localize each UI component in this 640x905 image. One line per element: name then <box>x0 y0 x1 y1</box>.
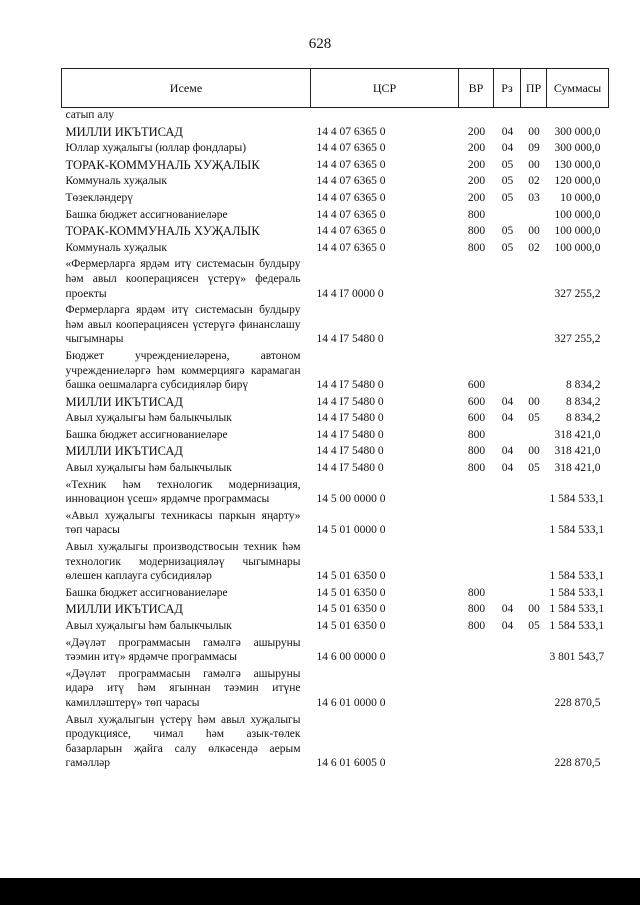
row-csr-cell: 14 5 01 6350 0 <box>316 620 386 632</box>
row-sum-cell: 8 834,2 <box>566 379 601 392</box>
row-sum-cell: 1 584 533,1 <box>549 524 605 537</box>
row-csr-cell: 14 4 07 6365 0 <box>316 142 386 155</box>
row-name-cell: «Дәүләт программасын гамәлгә ашыруны тәэмин итү» ярдәмче программасы <box>65 636 301 664</box>
row-pr-cell <box>521 477 547 508</box>
row-rz-cell <box>494 539 521 585</box>
row-vr-cell <box>459 477 494 508</box>
row-name-cell: Коммуналь хуҗалык <box>65 241 167 254</box>
column-header-pr: ПР <box>521 69 547 108</box>
row-vr-cell: 800 <box>467 620 486 632</box>
row-name-cell: «Техник һәм технологик модернизация, инновацион үсеш» ярдәмче программасы <box>65 478 301 506</box>
row-name-cell: Башка бюджет ассигнованиеләре <box>65 208 228 221</box>
table-row <box>62 585 609 602</box>
row-rz-cell: 04 <box>501 412 514 425</box>
row-vr-cell: 800 <box>467 603 486 616</box>
table-row <box>62 223 609 240</box>
column-header-name: Исеме <box>62 69 311 108</box>
table-row <box>62 207 609 224</box>
row-sum-cell: 8 834,2 <box>566 412 601 425</box>
row-vr-cell <box>459 508 494 539</box>
row-name-cell: ТОРАК-КОММУНАЛЬ ХУҖАЛЫК <box>65 224 260 239</box>
table-row <box>62 108 609 124</box>
row-pr-cell: 00 <box>528 603 540 616</box>
table-row <box>62 302 609 348</box>
row-vr-cell <box>459 302 494 348</box>
scan-edge-bar <box>0 878 640 905</box>
row-rz-cell: 04 <box>501 445 514 458</box>
table-row <box>62 666 609 712</box>
row-rz-cell <box>494 302 521 348</box>
row-sum-cell: 300 000,0 <box>554 142 601 155</box>
row-vr-cell: 800 <box>467 462 486 475</box>
row-name-cell: Бюджет учреждениеләренә, автоном учреждениеләргә һәм коммерциягә карамаган башка оешмаларга субсидияләр бирү <box>65 349 301 392</box>
row-vr-cell: 800 <box>467 225 486 238</box>
row-vr-cell: 800 <box>467 208 486 221</box>
row-csr-cell: 14 4 07 6365 0 <box>316 225 386 238</box>
row-vr-cell <box>459 256 494 302</box>
row-name-cell: Авыл хуҗалыгы һәм балыкчылык <box>65 462 232 475</box>
row-sum-cell: 318 421,0 <box>554 445 601 458</box>
table-row <box>62 394 609 411</box>
row-sum-cell: 327 255,2 <box>554 333 601 346</box>
row-pr-cell <box>521 302 547 348</box>
row-sum-cell: 8 834,2 <box>566 395 601 408</box>
row-rz-cell <box>494 585 521 602</box>
row-pr-cell: 00 <box>528 225 540 238</box>
row-vr-cell <box>459 712 494 772</box>
row-vr-cell <box>459 635 494 666</box>
row-pr-cell <box>521 348 547 394</box>
row-rz-cell <box>494 207 521 224</box>
table-row <box>62 173 609 190</box>
table-body <box>62 108 609 772</box>
row-vr-cell <box>459 539 494 585</box>
table-row <box>62 508 609 539</box>
row-sum-cell <box>547 108 609 124</box>
row-vr-cell: 200 <box>467 158 486 171</box>
row-vr-cell: 200 <box>467 191 486 204</box>
table-row <box>62 618 609 635</box>
row-name-cell: «Авыл хуҗалыгы техникасы паркын яңарту» төп чарасы <box>65 509 301 537</box>
row-name-cell: Авыл хуҗалыгы производствосын техник һәм технологик модернизацияләү чыгымнары өлешен каплауга субсидияләр <box>65 541 301 583</box>
row-sum-cell: 228 870,5 <box>554 696 601 709</box>
row-pr-cell <box>521 712 547 772</box>
row-pr-cell: 05 <box>528 412 540 425</box>
row-rz-cell <box>494 666 521 712</box>
table-row <box>62 124 609 141</box>
row-name-cell: Авыл хуҗалыгын үстерү һәм авыл хуҗалыгы продукциясе, чимал һәм азык-төлек базарларын җайга салу өлкәсендә аерым гамәлләр <box>65 713 301 770</box>
row-rz-cell <box>494 108 521 124</box>
row-csr-cell: 14 4 I7 5480 0 <box>316 462 384 475</box>
row-csr-cell: 14 5 01 6350 0 <box>316 570 386 583</box>
row-rz-cell: 04 <box>501 125 514 138</box>
row-csr-cell: 14 5 01 6350 0 <box>316 603 386 616</box>
row-pr-cell: 00 <box>528 125 540 138</box>
row-rz-cell: 04 <box>501 462 514 475</box>
row-rz-cell <box>494 348 521 394</box>
column-header-sum: Суммасы <box>547 69 609 108</box>
row-pr-cell: 09 <box>528 142 540 155</box>
table-row <box>62 157 609 174</box>
row-sum-cell: 1 584 533,1 <box>549 586 605 599</box>
row-name-cell: Башка бюджет ассигнованиеләре <box>65 428 228 441</box>
row-csr-cell: 14 4 07 6365 0 <box>316 208 386 221</box>
row-pr-cell: 03 <box>528 191 540 204</box>
row-name-cell: Башка бюджет ассигнованиеләре <box>65 586 228 599</box>
row-name-cell: Авыл хуҗалыгы һәм балыкчылык <box>65 620 232 632</box>
row-sum-cell: 10 000,0 <box>560 191 601 204</box>
table-row <box>62 460 609 477</box>
row-vr-cell: 600 <box>467 395 486 408</box>
page-number: 628 <box>308 36 332 52</box>
table-row <box>62 635 609 666</box>
row-name-cell: «Фермерларга ярдәм итү системасын булдыру һәм авыл кооперациясен үстерү» федераль проекты <box>65 258 301 300</box>
row-pr-cell: 02 <box>528 241 540 254</box>
row-vr-cell: 600 <box>467 379 486 392</box>
row-pr-cell: 00 <box>528 158 540 171</box>
row-sum-cell: 100 000,0 <box>554 208 601 221</box>
table-header <box>62 69 609 108</box>
row-pr-cell <box>521 508 547 539</box>
row-sum-cell: 120 000,0 <box>554 175 601 188</box>
row-name-cell: МИЛЛИ ИКЪТИСАД <box>65 602 183 617</box>
row-name-cell: Авыл хуҗалыгы һәм балыкчылык <box>65 412 232 425</box>
row-sum-cell: 130 000,0 <box>554 158 601 171</box>
row-pr-cell <box>521 666 547 712</box>
row-csr-cell: 14 4 I7 5480 0 <box>316 395 384 408</box>
row-csr-cell: 14 5 01 0000 0 <box>316 524 386 537</box>
row-vr-cell: 200 <box>467 142 486 155</box>
row-pr-cell: 05 <box>528 620 540 632</box>
row-rz-cell: 05 <box>501 225 514 238</box>
row-vr-cell: 800 <box>467 586 486 599</box>
table-row <box>62 240 609 257</box>
row-sum-cell: 1 584 533,1 <box>549 603 605 616</box>
row-csr-cell: 14 4 I7 5480 0 <box>316 412 384 425</box>
row-name-cell: МИЛЛИ ИКЪТИСАД <box>65 444 183 459</box>
row-csr-cell <box>311 108 459 124</box>
row-name-cell: МИЛЛИ ИКЪТИСАД <box>65 394 183 409</box>
row-csr-cell: 14 6 00 0000 0 <box>316 651 386 664</box>
row-csr-cell: 14 5 00 0000 0 <box>316 493 386 506</box>
row-name-cell: «Дәүләт программасын гамәлгә ашыруны идарә итү һәм ягыннан тәэмин итүне камилләштерү» төп чарасы <box>65 667 301 709</box>
row-csr-cell: 14 4 I7 5480 0 <box>316 445 384 458</box>
row-sum-cell: 100 000,0 <box>554 241 601 254</box>
row-pr-cell <box>521 585 547 602</box>
row-sum-cell: 1 584 533,1 <box>549 493 605 506</box>
table-row <box>62 477 609 508</box>
table-row <box>62 410 609 427</box>
table-row <box>62 539 609 585</box>
row-rz-cell: 04 <box>501 395 514 408</box>
row-pr-cell <box>521 256 547 302</box>
row-vr-cell: 200 <box>467 175 486 188</box>
row-sum-cell: 1 584 533,1 <box>549 570 605 583</box>
row-rz-cell <box>494 635 521 666</box>
row-vr-cell: 800 <box>467 445 486 458</box>
row-sum-cell: 318 421,0 <box>554 462 601 475</box>
table-row <box>62 140 609 157</box>
column-header-vr: ВР <box>459 69 494 108</box>
table-row <box>62 190 609 207</box>
budget-table <box>61 68 609 772</box>
row-pr-cell <box>521 427 547 444</box>
row-sum-cell: 318 421,0 <box>554 428 601 441</box>
row-vr-cell <box>459 108 494 124</box>
row-name-cell: МИЛЛИ ИКЪТИСАД <box>65 124 183 139</box>
column-header-csr: ЦСР <box>311 69 459 108</box>
row-pr-cell <box>521 539 547 585</box>
row-sum-cell: 300 000,0 <box>554 125 601 138</box>
row-csr-cell: 14 4 I7 5480 0 <box>316 333 384 346</box>
row-rz-cell <box>494 477 521 508</box>
row-rz-cell: 04 <box>501 603 514 616</box>
row-vr-cell: 200 <box>467 125 486 138</box>
row-sum-cell: 228 870,5 <box>554 757 601 770</box>
row-rz-cell <box>494 712 521 772</box>
column-header-rz: Рз <box>494 69 521 108</box>
row-rz-cell <box>494 427 521 444</box>
row-rz-cell: 05 <box>501 175 514 188</box>
row-csr-cell: 14 5 01 6350 0 <box>316 586 386 599</box>
row-rz-cell: 05 <box>501 158 514 171</box>
table-row <box>62 712 609 772</box>
row-csr-cell: 14 4 I7 5480 0 <box>316 428 384 441</box>
row-csr-cell: 14 4 I7 0000 0 <box>316 287 384 300</box>
row-name-cell: Коммуналь хуҗалык <box>65 175 167 188</box>
row-name-cell: Фермерларга ярдәм итү системасын булдыру һәм авыл кооперациясен үстерүгә финанслашу чыгымнары <box>65 304 301 346</box>
row-pr-cell <box>521 108 547 124</box>
row-rz-cell <box>494 256 521 302</box>
table-row <box>62 256 609 302</box>
row-vr-cell <box>459 666 494 712</box>
row-csr-cell: 14 4 I7 5480 0 <box>316 379 384 392</box>
row-sum-cell: 3 801 543,7 <box>549 651 605 664</box>
row-csr-cell: 14 4 07 6365 0 <box>316 175 386 188</box>
row-rz-cell: 04 <box>501 142 514 155</box>
table-row <box>62 348 609 394</box>
row-pr-cell: 00 <box>528 395 540 408</box>
table-row <box>62 427 609 444</box>
row-csr-cell: 14 4 07 6365 0 <box>316 158 386 171</box>
row-vr-cell: 800 <box>467 241 486 254</box>
row-name-cell: Юллар хуҗалыгы (юллар фондлары) <box>65 142 247 155</box>
row-csr-cell: 14 6 01 0000 0 <box>316 696 386 709</box>
row-name-cell: сатып алу <box>65 109 115 121</box>
table-row <box>62 601 609 618</box>
row-rz-cell: 05 <box>501 241 514 254</box>
row-vr-cell: 600 <box>467 412 486 425</box>
row-sum-cell: 1 584 533,1 <box>549 620 605 632</box>
row-vr-cell: 800 <box>467 428 486 441</box>
row-rz-cell <box>494 508 521 539</box>
row-sum-cell: 327 255,2 <box>554 287 601 300</box>
row-name-cell: ТОРАК-КОММУНАЛЬ ХУҖАЛЫК <box>65 157 260 172</box>
table-row <box>62 443 609 460</box>
row-rz-cell: 05 <box>501 191 514 204</box>
row-csr-cell: 14 6 01 6005 0 <box>316 757 386 770</box>
row-pr-cell <box>521 207 547 224</box>
row-csr-cell: 14 4 07 6365 0 <box>316 191 386 204</box>
row-pr-cell: 05 <box>528 462 540 475</box>
row-csr-cell: 14 4 07 6365 0 <box>316 125 386 138</box>
row-csr-cell: 14 4 07 6365 0 <box>316 241 386 254</box>
row-pr-cell: 02 <box>528 175 540 188</box>
row-sum-cell: 100 000,0 <box>554 225 601 238</box>
row-rz-cell: 04 <box>501 620 514 632</box>
row-name-cell: Төзекләндерү <box>65 191 133 204</box>
row-pr-cell <box>521 635 547 666</box>
row-pr-cell: 00 <box>528 445 540 458</box>
